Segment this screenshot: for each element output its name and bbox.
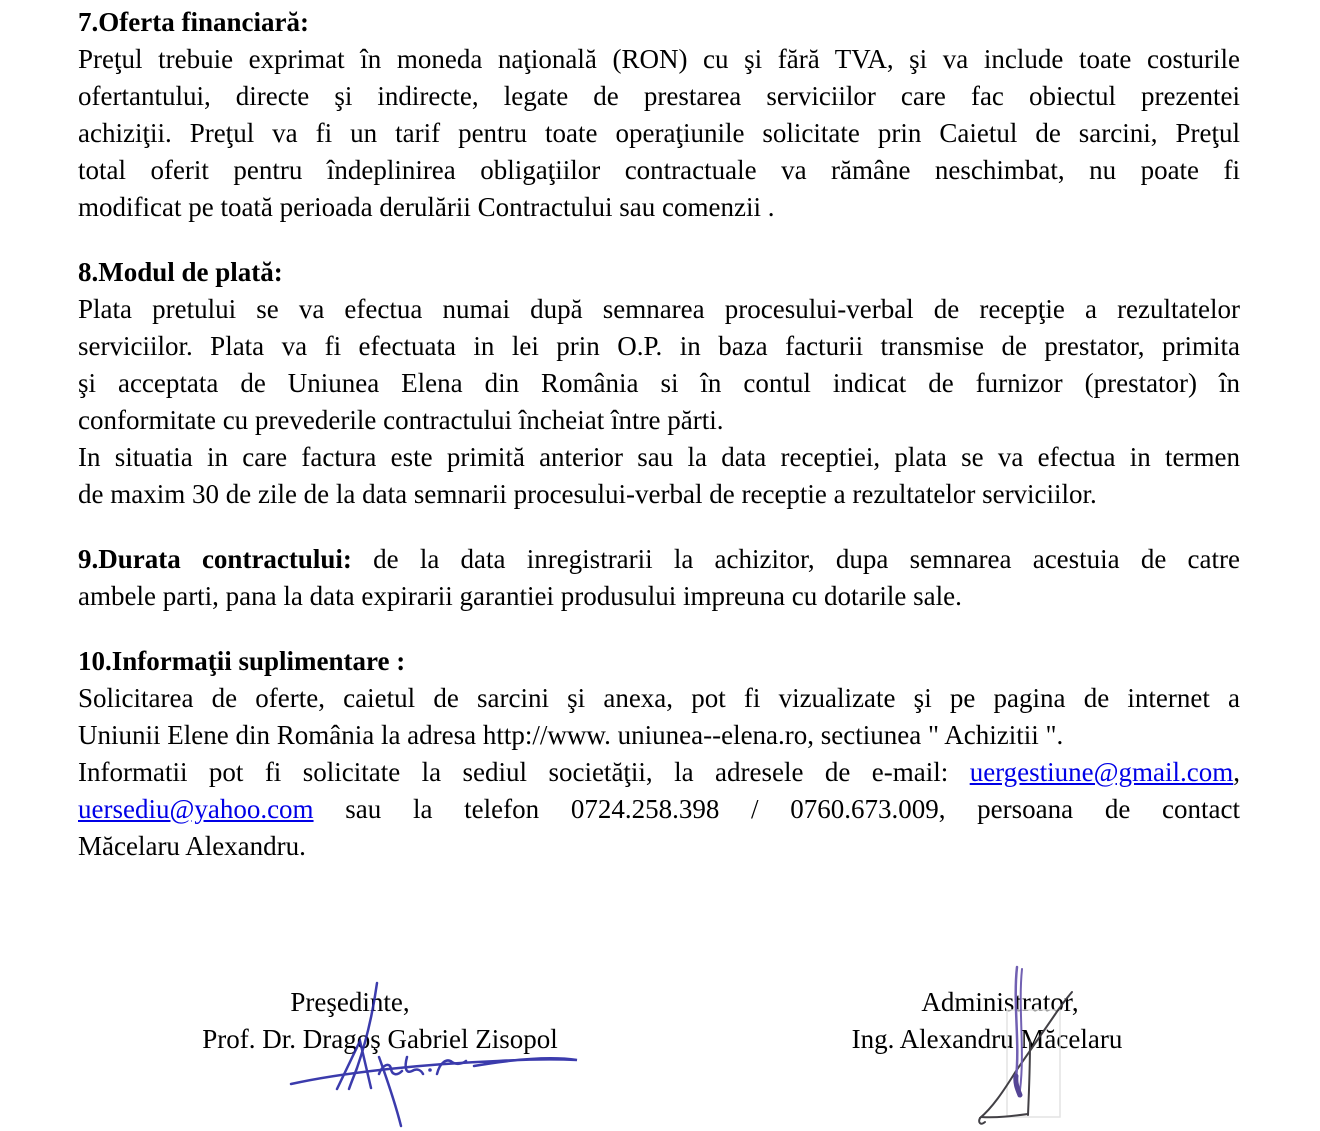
section-7-line-1: Preţul trebuie exprimat în moneda naţională (RON) cu şi fără TVA, şi va include toate costurile — [78, 44, 1240, 74]
section-8-line-2: serviciilor. Plata va fi efectuata in lei prin O.P. in baza facturii transmise de prestator, primita — [78, 331, 1240, 361]
section-9-line-1 — [78, 541, 1240, 578]
section-gap — [78, 226, 1240, 254]
email-link-yahoo[interactable]: uersediu@yahoo.com — [78, 794, 314, 824]
section-10-heading: 10.Informaţii suplimentare : — [78, 646, 406, 676]
section-10-line-5: Măcelaru Alexandru. — [78, 831, 306, 861]
section-8-line-1: Plata pretului se va efectua numai după semnarea procesului-verbal de recepţie a rezultatelor — [78, 294, 1240, 324]
section-10-line-4-text: sau la telefon 0724.258.398 / 0760.673.009, persoana de contact — [313, 794, 1240, 824]
president-title: Preşedinte, — [290, 987, 410, 1017]
section-10-line-3-comma: , — [1233, 757, 1240, 787]
section-9-line-1-text: de la data inregistrarii la achizitor, dupa semnarea acestuia de catre — [351, 544, 1241, 574]
section-9-line-2: ambele parti, pana la data expirarii garantiei produsului impreuna cu dotarile sale. — [78, 581, 962, 611]
section-7-line-5: modificat pe toată perioada derulării Contractului sau comenzii . — [78, 192, 775, 222]
signature-block-administrator — [822, 984, 1152, 1058]
section-10-line-3 — [78, 754, 1240, 791]
section-gap — [78, 513, 1240, 541]
section-8-line-5: In situatia in care factura este primită anterior sau la data receptiei, plata se va efectua in termen — [78, 442, 1240, 472]
president-name: Prof. Dr. Dragoş Gabriel Zisopol — [202, 1024, 558, 1054]
section-7-heading: 7.Oferta financiară: — [78, 7, 309, 37]
section-7-line-4: total oferit pentru îndeplinirea obligaţiilor contractuale va rămâne neschimbat, nu poate fi — [78, 155, 1240, 185]
section-7-line-3: achiziţii. Preţul va fi un tarif pentru toate operaţiunile solicitate prin Caietul de sarcini, Preţul — [78, 118, 1240, 148]
administrator-title: Administrator, — [921, 987, 1079, 1017]
section-gap — [78, 615, 1240, 643]
section-8-line-3: şi acceptata de Uniunea Elena din România si în contul indicat de furnizor (prestator) în — [78, 368, 1240, 398]
section-8-heading: 8.Modul de plată: — [78, 257, 283, 287]
signature-block-president — [185, 984, 575, 1058]
section-10-line-4 — [78, 791, 1240, 828]
section-10-line-2: Uniunii Elene din România la adresa http://www. uniunea--elena.ro, sectiunea " Achizitii ". — [78, 720, 1064, 750]
section-7-line-2: ofertantului, directe şi indirecte, legate de prestarea serviciilor care fac obiectul prezentei — [78, 81, 1240, 111]
section-9-heading: 9.Durata contractului: — [78, 544, 352, 574]
section-8-line-6: de maxim 30 de zile de la data semnarii procesului-verbal de receptie a rezultatelor serviciilor. — [78, 479, 1097, 509]
administrator-name: Ing. Alexandru Măcelaru — [851, 1024, 1123, 1054]
section-8-line-4: conformitate cu prevederile contractului încheiat între părti. — [78, 405, 724, 435]
section-10-line-1: Solicitarea de oferte, caietul de sarcini şi anexa, pot fi vizualizate şi pe pagina de internet a — [78, 683, 1240, 713]
email-link-gmail[interactable]: uergestiune@gmail.com — [969, 757, 1234, 787]
section-10-line-3-text: Informatii pot fi solicitate la sediul societăţii, la adresele de e-mail: — [78, 757, 970, 787]
